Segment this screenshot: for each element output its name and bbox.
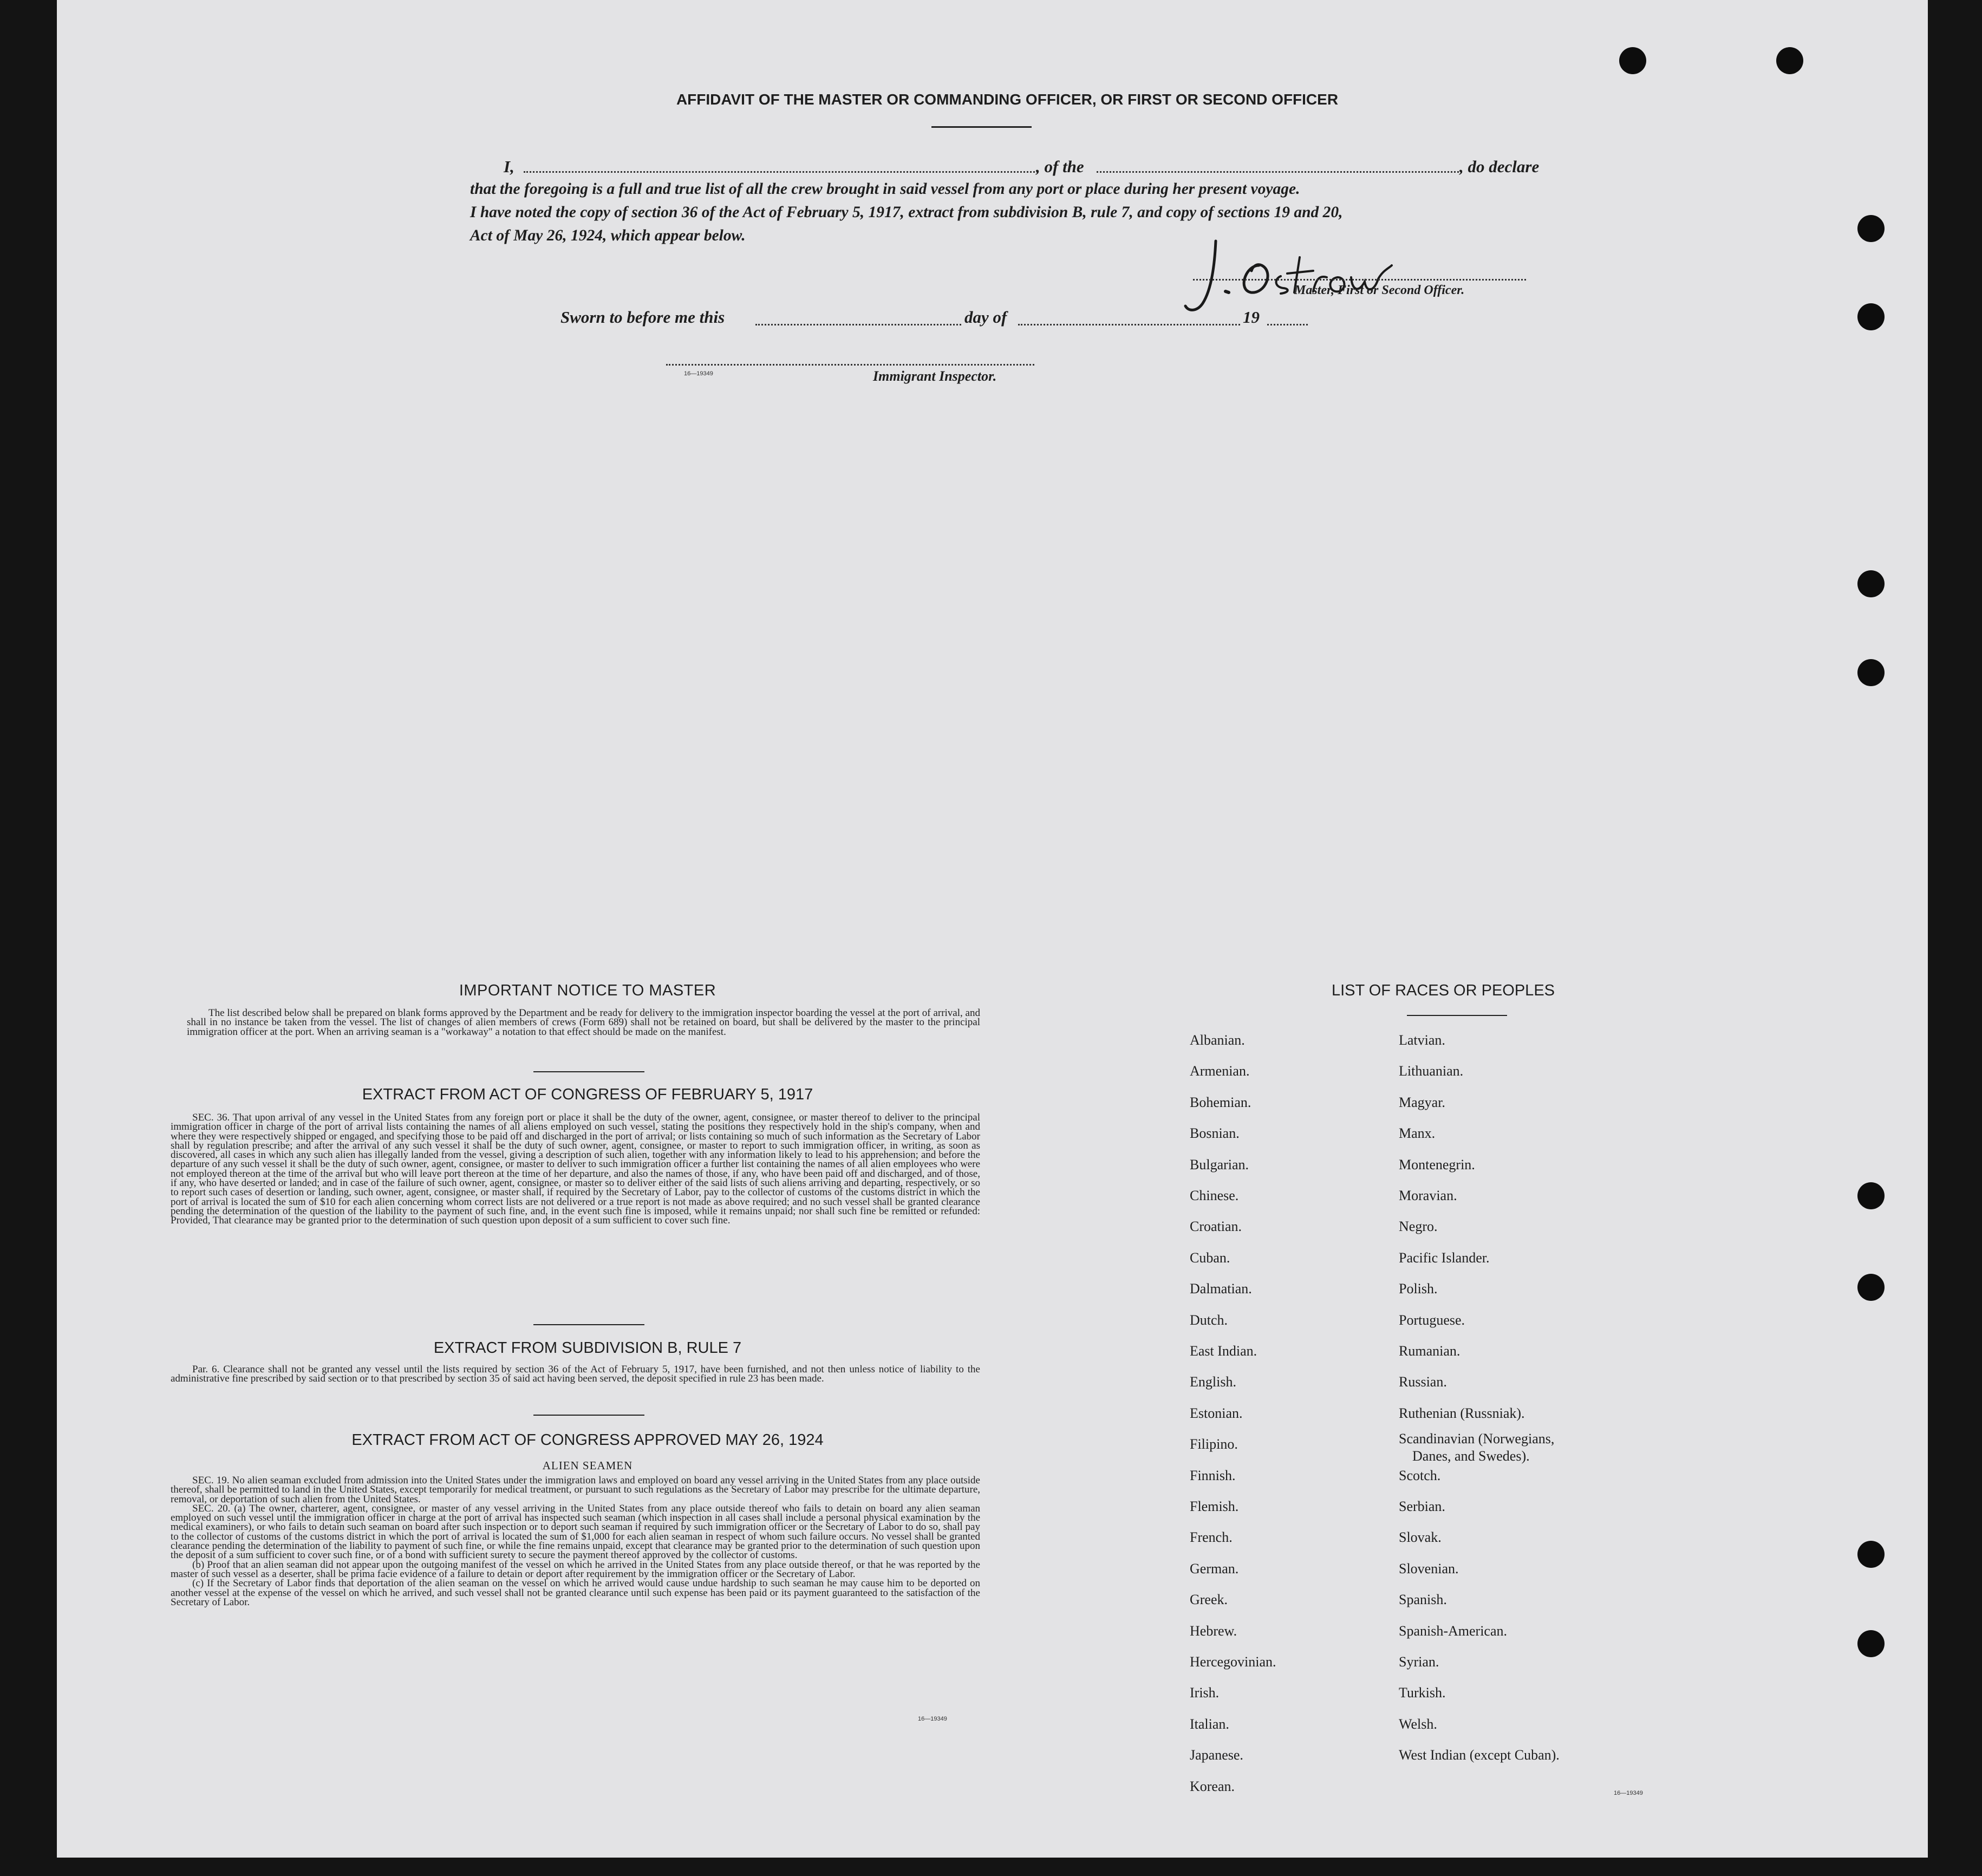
signature-line (1193, 279, 1526, 281)
binder-hole-8 (1857, 1630, 1885, 1657)
extract-1924-title: EXTRACT FROM ACT OF CONGRESS APPROVED MAY 26, 1924 (351, 1431, 824, 1449)
binder-hole-3 (1857, 570, 1885, 597)
sworn-year-field[interactable] (1267, 324, 1308, 325)
race-item: Slovak. (1399, 1529, 1442, 1546)
race-item: Italian. (1190, 1716, 1229, 1732)
race-item: Bulgarian. (1190, 1156, 1249, 1172)
race-item: English. (1190, 1374, 1236, 1390)
race-item: Slovenian. (1399, 1560, 1459, 1577)
section-19-paragraph: SEC. 19. No alien seaman excluded from admission into the United States under the immigration laws and employed on board any vessel arriving in the United States from any place outside thereof, shall be permitted to land in the United States, except temporarily for medical treatment, or pursuant to such regulations as the Secretary of Labor may prescribe for the ultimate departure, removal, or deportation of such alien from the United States. (171, 1475, 980, 1505)
race-item: Montenegrin. (1399, 1156, 1475, 1172)
race-item: Dalmatian. (1190, 1281, 1252, 1297)
year-prefix: 19 (1243, 308, 1260, 327)
affidavit-do-declare-label: , do declare (1459, 157, 1540, 176)
binder-hole-1 (1857, 215, 1885, 242)
race-item: Latvian. (1399, 1032, 1445, 1048)
race-item: Lithuanian. (1399, 1063, 1464, 1079)
sworn-month-field[interactable] (1018, 324, 1240, 325)
race-item: Spanish. (1399, 1592, 1447, 1608)
form-number-bottom-left: 16—19349 (918, 1716, 947, 1722)
binder-hole-5 (1857, 1182, 1885, 1209)
title-divider (931, 126, 1032, 128)
sworn-label: Sworn to before me this (560, 308, 725, 327)
race-item: Polish. (1399, 1281, 1438, 1297)
binder-hole-6 (1857, 1274, 1885, 1301)
section-20b-paragraph: (b) Proof that an alien seaman did not appear upon the outgoing manifest of the vessel on which he arrived in the United States from any place outside thereof, or that he was reported by the master of such vessel as a deserter, shall be prima facie evidence of a failure to detain or deport after requirement by the immigration officer or the Secretary of Labor. (171, 1559, 980, 1580)
race-item: Greek. (1190, 1592, 1228, 1608)
race-item: Japanese. (1190, 1747, 1243, 1763)
race-item: Hebrew. (1190, 1623, 1237, 1639)
signature-caption: Master, First or Second Officer. (1294, 283, 1465, 297)
race-item: Armenian. (1190, 1063, 1250, 1079)
form-number-bottom-right: 16—19349 (1614, 1790, 1643, 1796)
binder-hole-7 (1857, 1541, 1885, 1568)
race-item: Scandinavian (Norwegians, (1399, 1431, 1555, 1447)
day-of-label: day of (964, 308, 1007, 327)
affidavit-line-2: that the foregoing is a full and true list of all the crew brought in said vessel from any port or place during her present voyage. (470, 180, 1300, 198)
race-item: Korean. (1190, 1778, 1235, 1794)
race-item: Chinese. (1190, 1188, 1239, 1203)
race-item: Ruthenian (Russniak). (1399, 1405, 1525, 1421)
extract-1917-body (171, 1113, 980, 1226)
name-field[interactable] (524, 171, 1038, 173)
race-item: Manx. (1399, 1125, 1436, 1142)
race-item: Hercegovinian. (1190, 1654, 1276, 1670)
race-item: Moravian. (1399, 1188, 1457, 1203)
race-item: East Indian. (1190, 1343, 1257, 1359)
race-item: Albanian. (1190, 1032, 1245, 1048)
rule-7-body (171, 1365, 980, 1384)
race-item: Magyar. (1399, 1094, 1445, 1110)
alien-seamen-subtitle: ALIEN SEAMEN (542, 1459, 633, 1472)
race-item: Syrian. (1399, 1654, 1439, 1670)
binder-hole-top-1 (1619, 47, 1646, 74)
race-item: Scotch. (1399, 1467, 1441, 1483)
race-item: Filipino. (1190, 1436, 1238, 1452)
affidavit-of-the-label: , of the (1036, 157, 1084, 176)
sworn-day-field[interactable] (755, 324, 961, 325)
race-item: Irish. (1190, 1685, 1220, 1701)
race-item: Pacific Islander. (1399, 1249, 1490, 1266)
race-item: Welsh. (1399, 1716, 1437, 1732)
binder-hole-top-2 (1776, 47, 1803, 74)
race-item: Croatian. (1190, 1219, 1242, 1235)
race-item: Bohemian. (1190, 1094, 1251, 1110)
race-item: Russian. (1399, 1374, 1447, 1390)
race-item: Rumanian. (1399, 1343, 1461, 1359)
race-item: Spanish-American. (1399, 1623, 1508, 1639)
affidavit-i-label: I, (504, 157, 514, 176)
affidavit-line-3: I have noted the copy of section 36 of the Act of February 5, 1917, extract from subdivision B, rule 7, and copy of sections 19 and 20, (470, 204, 1343, 221)
extract-1924-body (171, 1476, 980, 1607)
master-signature (1151, 227, 1551, 320)
binder-hole-4 (1857, 659, 1885, 686)
races-title: LIST OF RACES OR PEOPLES (1331, 982, 1555, 999)
section-20a-paragraph: SEC. 20. (a) The owner, charterer, agent, consignee, or master of any vessel arriving in the United States from any place outside thereof who fails to detain on board any alien seaman employed on such vessel until the immigration officer in charge at the port of arrival has inspected such seaman (which inspection in all cases shall include a personal physical examination by the medical examiners), or who fails to detain such seaman on board after such inspection or to deport such seaman if required by such immigration officer or the Secretary of Labor to do so, shall pay to the collector of customs of the customs district in which the port of arrival is located the sum of $1,000 for each alien seaman in respect of whom such failure occurs. No vessel shall be granted clearance pending the determination of the liability to payment of such fine, or while the fine remains unpaid, except that clearance may be granted prior to the determination of such question upon the deposit of a sum sufficient to cover such fine, or of a bond with sufficient surety to secure the payment thereof approved by the collector of customs. (171, 1502, 980, 1561)
race-item: Danes, and Swedes). (1412, 1448, 1530, 1464)
notice-paragraph: The list described below shall be prepared on blank forms approved by the Department and be ready for delivery to the immigration inspector boarding the vessel at the port of arrival, and shall in no instance be taken from the vessel. The list of changes of alien members of crews (Form 689) shall not be retained on board, but shall be delivered by the master to the principal immigration officer at the port. When an arriving seaman is a "workaway" a notation to that effect should be made on the manifest. (187, 1007, 980, 1038)
extract-1917-title: EXTRACT FROM ACT OF CONGRESS OF FEBRUARY 5, 1917 (362, 1086, 813, 1103)
race-item: Estonian. (1190, 1405, 1243, 1421)
race-item: Dutch. (1190, 1312, 1228, 1328)
race-item: Finnish. (1190, 1467, 1236, 1483)
race-item: Serbian. (1399, 1499, 1445, 1514)
document-page (57, 0, 1928, 1858)
race-item: Portuguese. (1399, 1312, 1465, 1328)
inspector-caption: Immigrant Inspector. (873, 368, 997, 384)
race-item: Flemish. (1190, 1499, 1239, 1514)
paragraph-6: Par. 6. Clearance shall not be granted any vessel until the lists required by section 36 of the Act of February 5, 1917, have been furnished, and not then unless notice of liability to the administrative fine prescribed by said section or to that prescribed by section 35 of said act having been served, the deposit specified in rule 23 has been made. (171, 1364, 980, 1385)
notice-divider (533, 1071, 644, 1072)
rule-7-divider (533, 1415, 644, 1416)
rule-7-title: EXTRACT FROM SUBDIVISION B, RULE 7 (433, 1339, 742, 1357)
section-36-paragraph: SEC. 36. That upon arrival of any vessel in the United States from any foreign port or place it shall be the duty of the owner, agent, consignee, or master thereof to deliver to the principal immigration officer in charge of the port of arrival lists containing the names of all aliens employed on such vessel, stating the positions they respectively hold in the ship's company, when and where they were respectively shipped or engaged, and specifying those to be paid off and discharged in the port of arrival; or lists containing so much of such information as the Secretary of Labor shall by regulation prescribe; and after the arrival of any such vessel it shall be the duty of such owner, agent, consignee, or master to report to such immigration officer, in writing, as soon as discovered, all cases in which any such alien has illegally landed from the vessel, giving a description of such alien, together with any information likely to lead to his apprehension; and before the departure of any such vessel it shall be the duty of such owner, agent, consignee, or master to deliver to such immigration officer a further list containing the names of all alien employees who were not employed thereon at the time of the arrival but who will leave port thereon at the time of her departure, and also the names of those, if any, who have been paid off and discharged, and of those, if any, who have deserted or landed; and in case of the failure of such owner, agent, consignee, or master so to deliver either of the said lists of such aliens arriving and departing, respectively, or so to report such cases of desertion or landing, such owner, agent, consignee, or master shall, if required by the Secretary of Labor, pay to the collector of customs of the customs district in which the port of arrival is located the sum of $10 for each alien concerning whom correct lists are not delivered or a true report is not made as above required; and no such vessel shall be granted clearance pending the determination of the question of the liability to the payment of such fine, and, in the event such fine is imposed, while it remains unpaid; nor shall such fine be remitted or refunded: Provided, That clearance may be granted prior to the determination of such question upon deposit of a sum sufficient to cover such fine. (171, 1112, 980, 1227)
inspector-signature-line (666, 364, 1034, 366)
race-item: Bosnian. (1190, 1125, 1240, 1142)
form-number-top: 16—19349 (684, 370, 713, 377)
affidavit-line-4: Act of May 26, 1924, which appear below. (470, 227, 746, 244)
notice-title: IMPORTANT NOTICE TO MASTER (459, 982, 716, 999)
race-item: Turkish. (1399, 1685, 1446, 1701)
extract-1917-divider (533, 1324, 644, 1325)
vessel-field[interactable] (1097, 171, 1462, 173)
race-item: French. (1190, 1529, 1233, 1546)
race-item: West Indian (except Cuban). (1399, 1747, 1560, 1763)
affidavit-title: AFFIDAVIT OF THE MASTER OR COMMANDING OFFICER, OR FIRST OR SECOND OFFICER (676, 91, 1339, 108)
notice-body (187, 1008, 980, 1037)
binder-hole-2 (1857, 303, 1885, 330)
race-item: Cuban. (1190, 1249, 1230, 1266)
races-divider (1407, 1015, 1507, 1016)
race-item: Negro. (1399, 1219, 1438, 1235)
section-20c-paragraph: (c) If the Secretary of Labor finds that deportation of the alien seaman on the vessel on which he arrived would cause undue hardship to such seaman he may cause him to be deported on another vessel at the expense of the vessel on which he arrived, and such vessel shall not be granted clearance until such expense has been paid or its payment guaranteed to the satisfaction of the Secretary of Labor. (171, 1578, 980, 1608)
race-item: German. (1190, 1560, 1239, 1577)
